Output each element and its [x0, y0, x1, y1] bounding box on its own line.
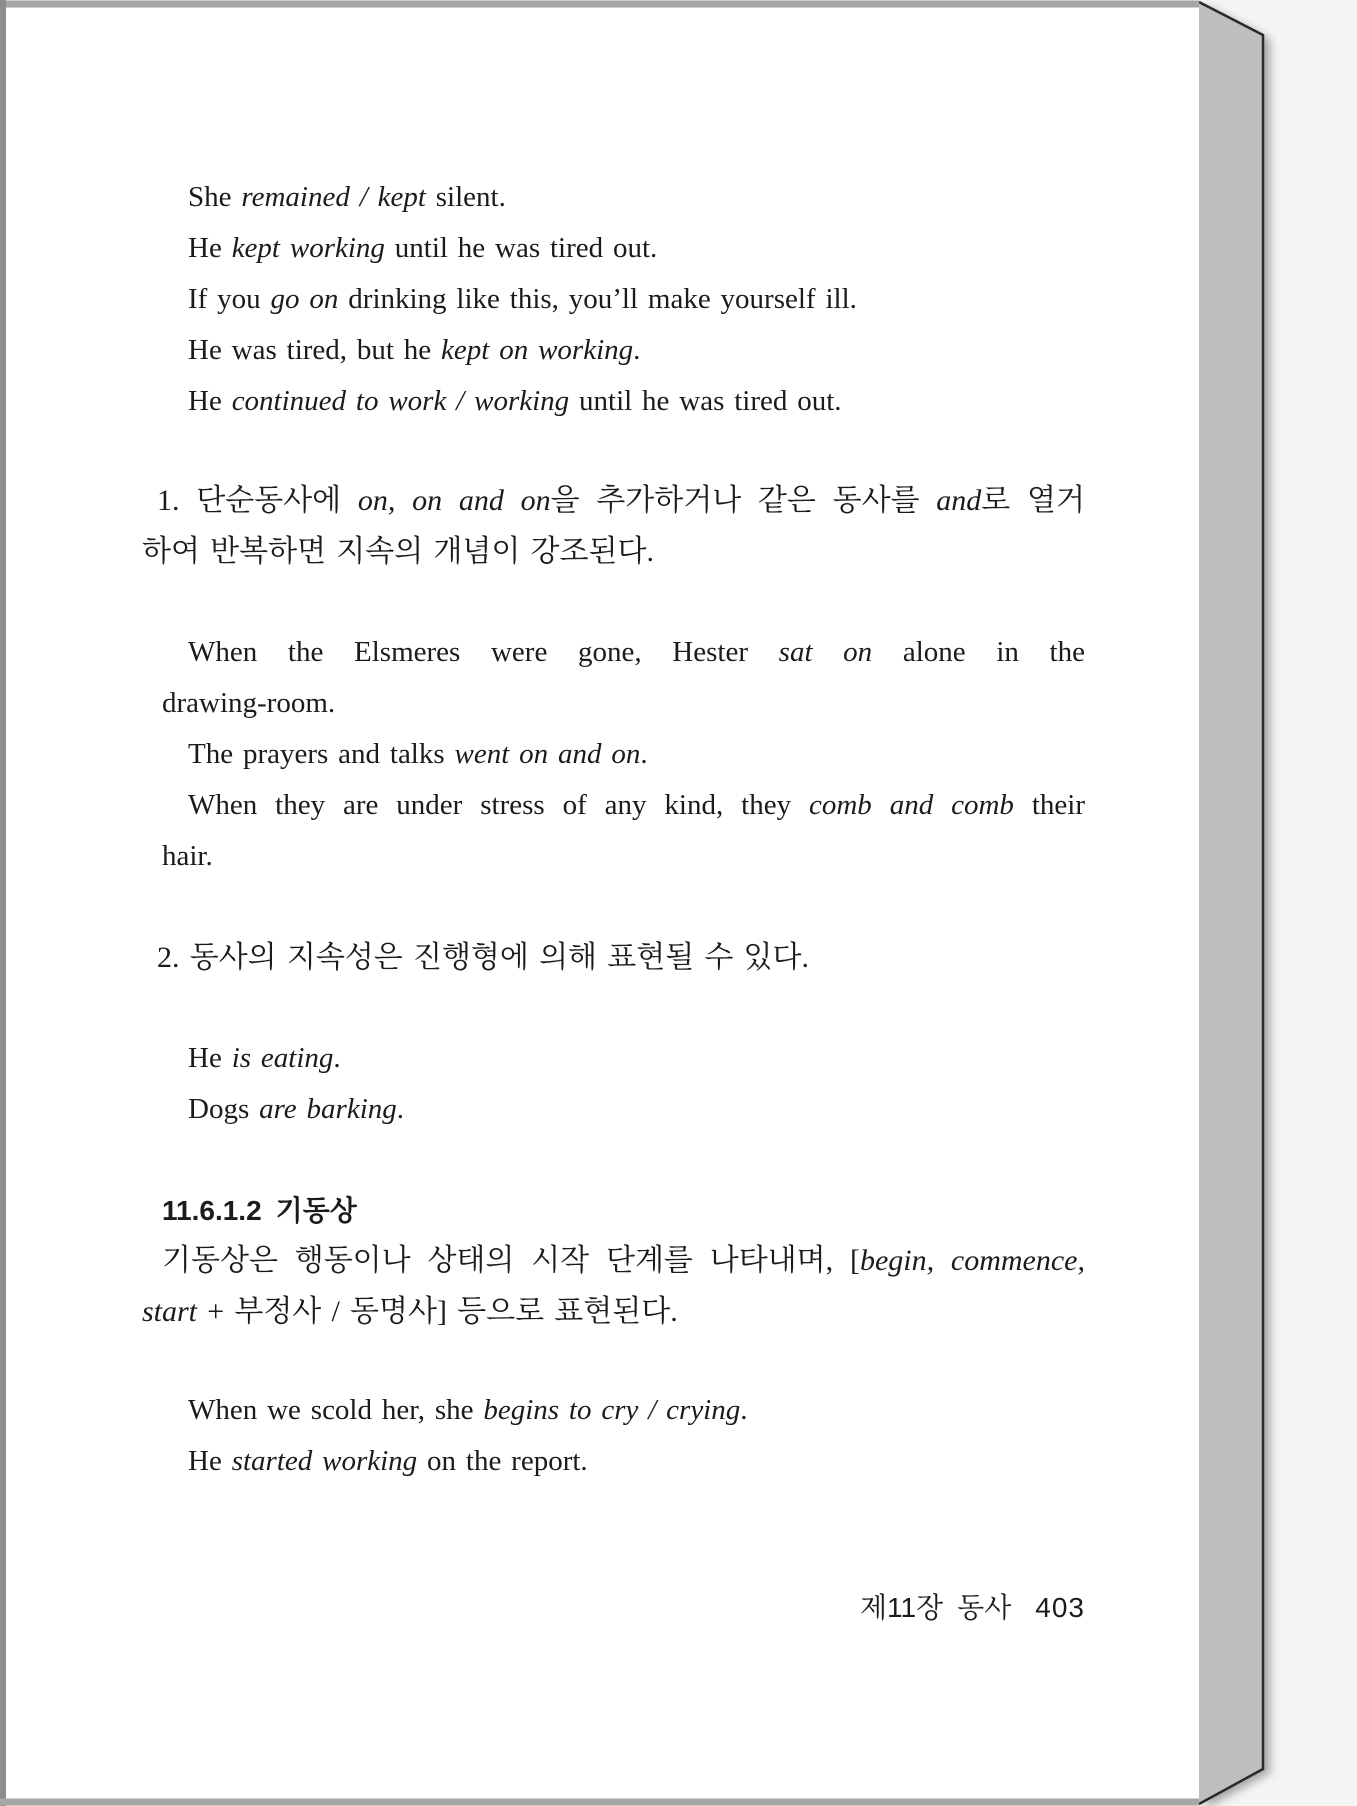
example-sentence: When we scold her, she begins to cry / crying. [188, 1394, 748, 1426]
example-sentence: He kept working until he was tired out. [188, 232, 658, 264]
body-text-line: 기동상은 행동이나 상태의 시작 단계를 나타내며, [begin, commence, [162, 1244, 1085, 1277]
example-sentence: Dogs are barking. [188, 1093, 404, 1125]
example-sentence: When they are under stress of any kind, they comb and comb their [188, 789, 1085, 821]
page-content [142, 0, 1085, 1806]
example-sentence: He was tired, but he kept on working. [188, 334, 641, 366]
example-sentence-continuation: drawing-room. [162, 687, 336, 719]
rule-text-line: 2. 동사의 지속성은 진행형에 의해 표현될 수 있다. [157, 941, 810, 974]
page-stack-edge [1199, 2, 1263, 1804]
example-sentence: When the Elsmeres were gone, Hester sat on alone in the [188, 636, 1085, 668]
examples-progressive [142, 1033, 1085, 1135]
example-sentence: He continued to work / working until he was tired out. [188, 385, 842, 417]
examples-on-and-on [142, 627, 1085, 882]
example-sentence-continuation: hair. [162, 840, 213, 872]
example-sentence: She remained / kept silent. [188, 181, 506, 213]
inchoative-intro [142, 1235, 1085, 1337]
page-footer [142, 1582, 1085, 1633]
section-heading: 11.6.1.2 기동상 [162, 1195, 357, 1226]
examples-inchoative [142, 1385, 1085, 1487]
footer-page-number: 403 [1035, 1592, 1085, 1623]
footer-section: 동사 [957, 1592, 1012, 1623]
examples-durative-keep [142, 172, 1085, 427]
rule-2-progressive [142, 932, 1085, 983]
example-sentence: He is eating. [188, 1042, 341, 1074]
body-text-line: start + 부정사 / 동명사] 등으로 표현된다. [142, 1295, 678, 1328]
example-sentence: He started working on the report. [188, 1445, 588, 1477]
rule-text-line: 하여 반복하면 지속의 개념이 강조된다. [142, 535, 654, 568]
section-11612 [142, 1185, 1085, 1236]
footer-chapter: 제11장 [860, 1592, 944, 1623]
example-sentence: The prayers and talks went on and on. [188, 738, 648, 770]
rule-text-line: 1. 단순동사에 on, on and on을 추가하거나 같은 동사를 and로 열거 [157, 484, 1085, 517]
rule-1-on-repetition [142, 475, 1085, 577]
example-sentence: If you go on drinking like this, you’ll make yourself ill. [188, 283, 857, 315]
